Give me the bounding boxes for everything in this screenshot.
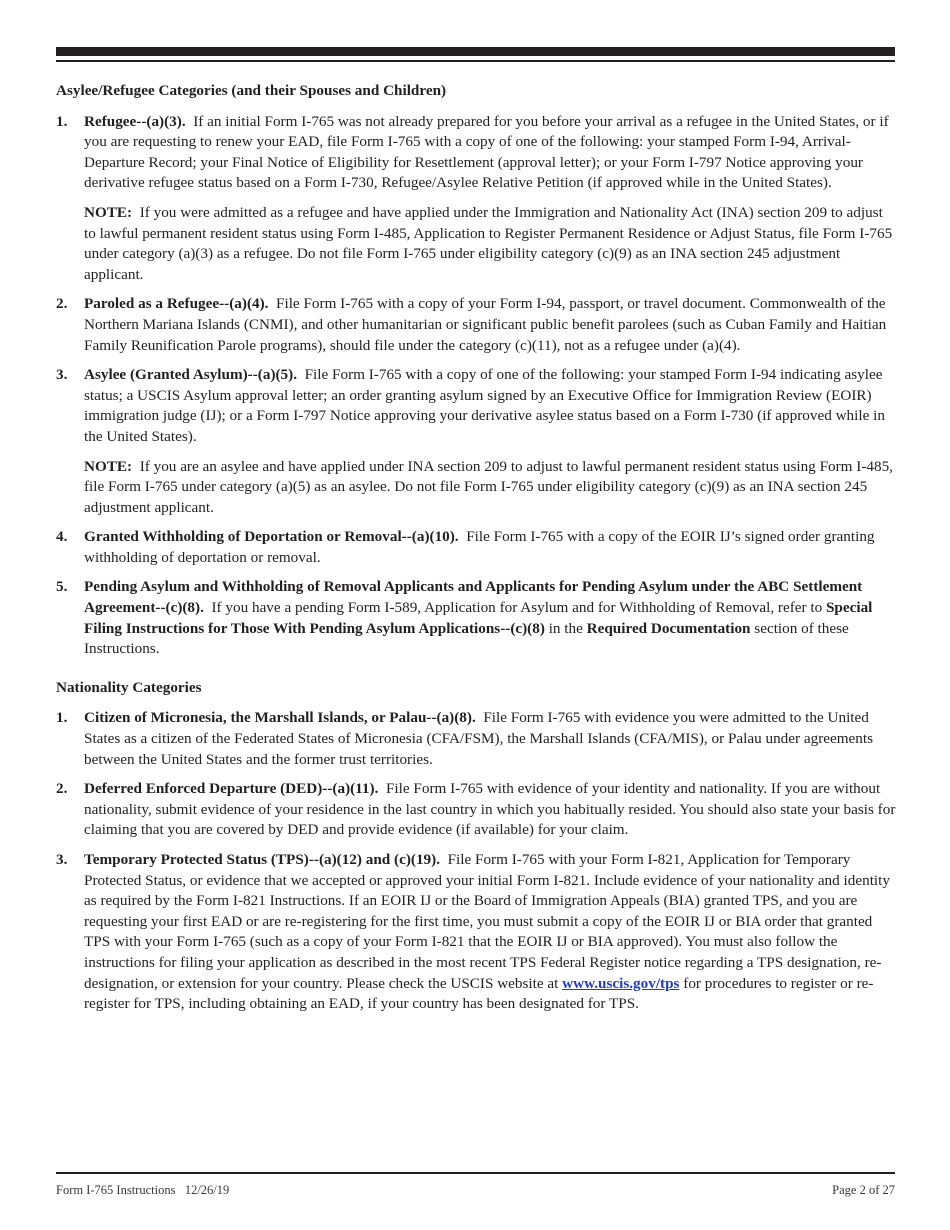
item-title: Granted Withholding of Deportation or Removal--(a)(10). [84,528,459,546]
item-title: Temporary Protected Status (TPS)--(a)(12) and (c)(19). [84,851,440,868]
item-text: File Form I-765 with a copy of your Form I-94, passport, or travel document. Commonwealth of the Northern Mariana Islands (CNMI), and other humanitarian or significant public benefit parolees (such as Cuban Family and Haitian Family Reunification Parole programs), should file under the category (c)(11), not as a refugee under (a)(4). [84,295,887,354]
item-number: 1. [56,709,68,727]
item-text: If you have a pending Form I-589, Application for Asylum and for Withholding of Removal, refer to [211,599,823,617]
item-paragraph [84,850,896,1015]
footer-rule [56,1172,895,1174]
list-item-pending-asylum [56,577,896,659]
section-heading-nationality: Nationality Categories [56,678,202,696]
item-paragraph [84,708,896,770]
item-text: in the [548,619,583,637]
item-number: 2. [56,780,68,798]
list-item-asylee [56,365,896,518]
note-paragraph [84,203,896,285]
list-item-tps [56,850,896,1015]
item-number: 4. [56,528,68,546]
footer-form-name: Form I-765 Instructions [56,1183,176,1197]
item-title: Citizen of Micronesia, the Marshall Islands, or Palau--(a)(8). [84,709,476,727]
note-label: NOTE: [84,203,133,221]
uscis-tps-link[interactable]: www.uscis.gov/tps [562,974,680,992]
cross-reference: Required Documentation [586,619,751,637]
note-text: If you were admitted as a refugee and have applied under the Immigration and Nationality Act (INA) section 209 to adjust to lawful permanent resident status using Form I-485, Application to Register Permanent Residence or Adjust Status, file Form I-765 under category (a)(3) as a refugee. Do not file Form I-765 under eligibility category (c)(9) as an INA section 245 adjustment applicant. [84,203,893,283]
note-text: If you are an asylee and have applied under INA section 209 to adjust to lawful permanent resident status using Form I-485, file Form I-765 under category (a)(5) as an asylee. Do not file Form I-765 under eligibility category (c)(9) as an INA section 245 adjustment applicant. [84,457,893,516]
item-paragraph [84,779,896,841]
item-paragraph [84,527,896,568]
header-rule-thick [56,47,895,56]
item-text: File Form I-765 with evidence you were admitted to the United States as a citizen of the Federated States of Micronesia (CFA/FSM), the Marshall Islands (CFA/MIS), or Palau under agreements between the United States and the former trust territories. [84,709,874,768]
item-number: 5. [56,578,68,596]
section-heading-asylee-refugee: Asylee/Refugee Categories (and their Spouses and Children) [56,82,447,99]
item-title: Pending Asylum and Withholding of Removal Applicants and Applicants for Pending Asylum under the ABC Settlement Agreement--(c)(8). [84,578,863,617]
item-paragraph [84,112,896,194]
item-text: File Form I-765 with a copy of the EOIR IJ’s signed order granting withholding of deportation or removal. [84,528,875,566]
document-body [56,81,896,1024]
item-text: File Form I-765 with a copy of one of the following: your stamped Form I-94 indicating asylee status; a USCIS Asylum approval letter; an order granting asylum signed by an Executive Office for Immigration Review (EOIR) immigration judge (IJ); or a Form I-797 Notice approving your derivative asylee status based on a Form I-730 (if approved while in the United States). [84,366,885,445]
cross-reference: Special Filing Instructions for Those With Pending Asylum Applications--(c)(8) [84,599,873,637]
item-text: for procedures to register or re-register for TPS, including obtaining an EAD, if your country has been designated for TPS. [84,974,874,1013]
item-number: 2. [56,295,68,313]
footer-form-info [56,1183,229,1198]
list-item-micronesia [56,708,896,770]
item-text: File Form I-765 with your Form I-821, Application for Temporary Protected Status, or evidence that we accepted or approved your initial Form I-821. Include evidence of your nationality and identity as required by the Form I-821 Instructions. If an EOIR IJ or the Board of Immigration Appeals (BIA) granted TPS, and you are requesting your first EAD or are re-registering for the first time, you must submit a copy of the EOIR IJ or BIA order that granted TPS with your Form I-765 (such as a copy of your Form I-821 that the EOIR IJ or BIA approved). You must also follow the instructions for filing your application as described in the most recent TPS Federal Register notice regarding a TPS designation, re-designation, or extension for your country. Please check the USCIS website at [84,851,890,992]
item-paragraph [84,365,896,447]
list-item-paroled-refugee [56,294,896,356]
item-title: Asylee (Granted Asylum)--(a)(5). [84,366,298,384]
item-title: Paroled as a Refugee--(a)(4). [84,295,269,313]
note-paragraph [84,457,896,519]
item-number: 3. [56,851,68,868]
footer-page-number: Page 2 of 27 [832,1183,895,1197]
list-item-refugee [56,112,896,286]
item-text: File Form I-765 with evidence of your identity and nationality. If you are without nationality, submit evidence of your residence in the last country in which you habitually resided. You should also state your basis for claiming that you are covered by DED and provide evidence (if available) for your claim. [84,780,896,839]
note-label: NOTE: [84,457,133,475]
footer-date: 12/26/19 [184,1183,230,1197]
item-title: Refugee--(a)(3). [84,112,186,130]
item-number: 3. [56,366,68,384]
header-rule-thin [56,60,895,62]
item-text: section of these Instructions. [84,619,849,658]
list-item-ded [56,779,896,841]
list-item-withholding [56,527,896,568]
item-paragraph [84,577,896,659]
item-text: If an initial Form I-765 was not already prepared for you before your arrival as a refugee in the United States, or if you are requesting to renew your EAD, file Form I-765 with a copy of one of the following: your stamped Form I-94, Arrival-Departure Record; your Final Notice of Eligibility for Resettlement (approval letter); or your Form I-797 Notice approving your derivative refugee status based on a Form I-730, Refugee/Asylee Relative Petition (if approved while in the United States). [84,112,889,192]
item-title: Deferred Enforced Departure (DED)--(a)(11). [84,780,379,798]
item-paragraph [84,294,896,356]
item-number: 1. [56,112,68,130]
